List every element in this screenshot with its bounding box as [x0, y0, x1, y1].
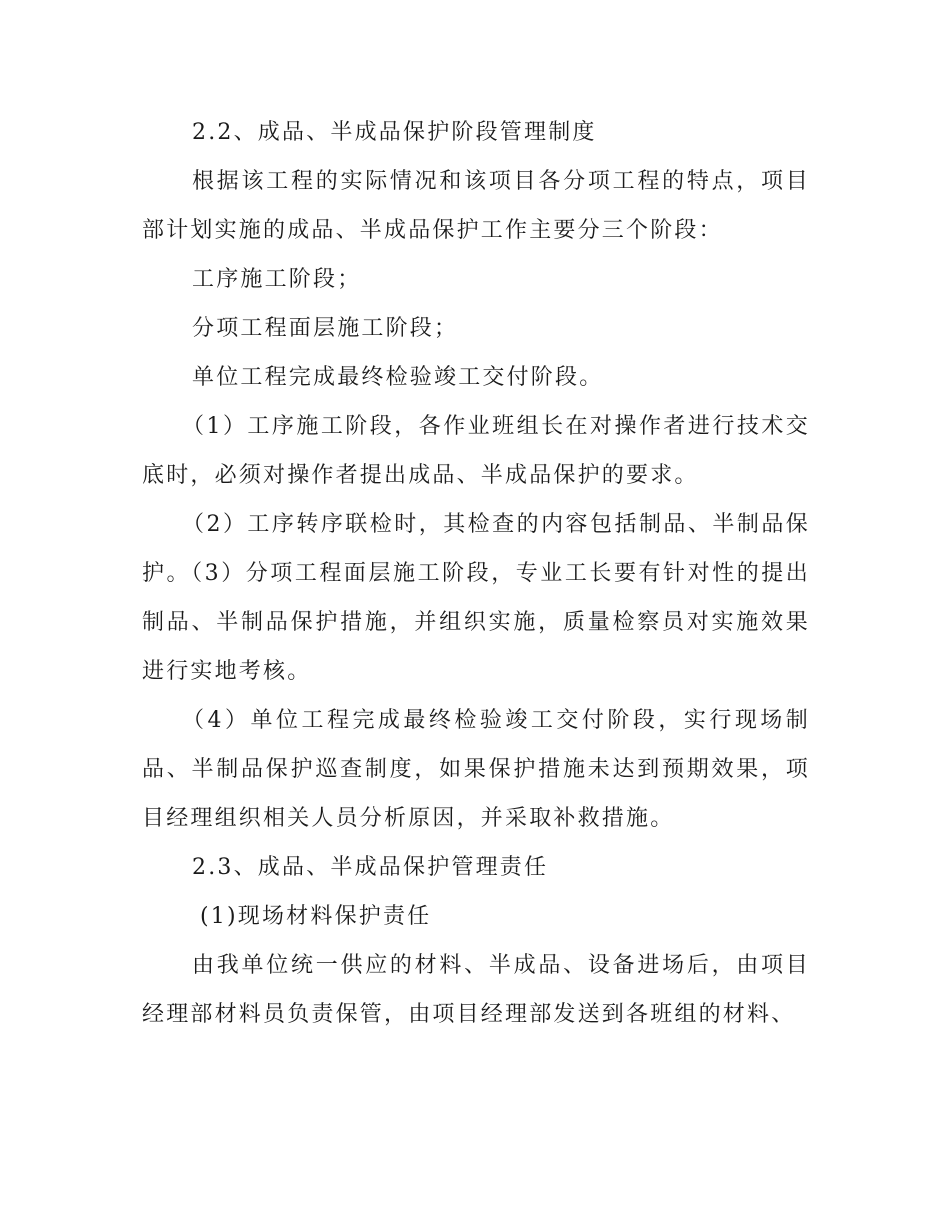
list-item: 分项工程面层施工阶段；	[192, 316, 459, 341]
list-item: 单位工程完成最终检验竣工交付阶段。	[192, 365, 604, 390]
subsection-heading: (1)现场材料保护责任	[200, 904, 432, 929]
body-paragraph: 由我单位统一供应的材料、半成品、设备进场后，由项目经理部材料员负责保管，由项目经理部发送到各班组的材料、	[142, 953, 810, 1027]
section-heading-2-2: 2.2、成品、半成品保护阶段管理制度	[192, 120, 597, 145]
body-paragraph: （2）工序转序联检时，其检查的内容包括制品、半制品保护。（3）分项工程面层施工阶段，专业工长要有针对性的提出制品、半制品保护措施，并组织实施，质量检察员对实施效果进行实地考核。	[142, 512, 810, 684]
section-heading-2-3: 2.3、成品、半成品保护管理责任	[192, 855, 549, 880]
list-item: 工序施工阶段；	[192, 267, 362, 292]
body-paragraph: （4）单位工程完成最终检验竣工交付阶段，实行现场制品、半制品保护巡查制度，如果保护措施未达到预期效果，项目经理组织相关人员分析原因，并采取补救措施。	[142, 708, 810, 831]
document-body	[142, 108, 810, 1039]
body-paragraph: （1）工序施工阶段，各作业班组长在对操作者进行技术交底时，必须对操作者提出成品、半成品保护的要求。	[142, 414, 810, 488]
body-paragraph: 根据该工程的实际情况和该项目各分项工程的特点，项目部计划实施的成品、半成品保护工作主要分三个阶段：	[142, 169, 810, 243]
